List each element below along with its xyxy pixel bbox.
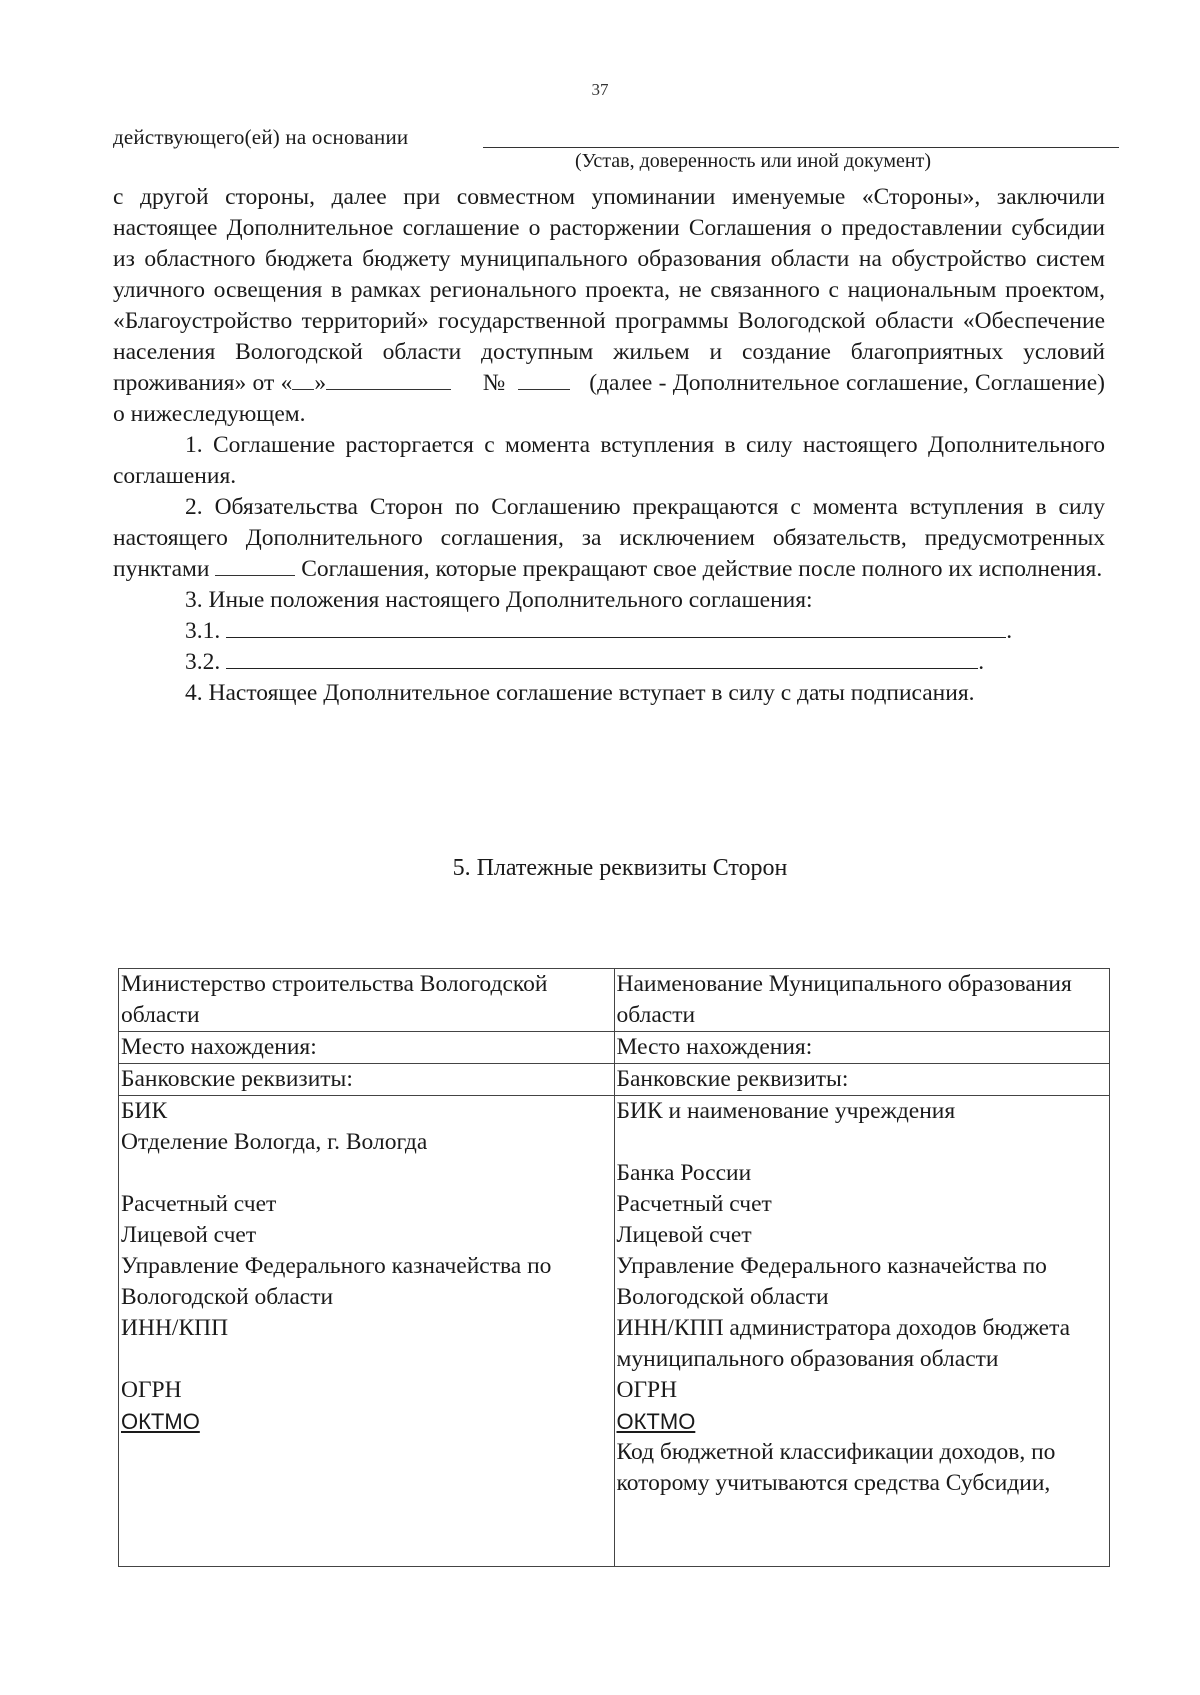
right-bank-name: Банка России bbox=[616, 1160, 752, 1186]
date-day-blank bbox=[292, 371, 314, 390]
right-bank-details bbox=[614, 1096, 1110, 1567]
right-spacer bbox=[617, 1127, 1104, 1158]
right-ogrn: ОГРН bbox=[616, 1377, 678, 1403]
left-bik: БИК bbox=[121, 1098, 168, 1124]
right-personal-account: Лицевой счет bbox=[616, 1222, 752, 1248]
table-row bbox=[119, 1032, 1110, 1064]
item-3: 3. Иные положения настоящего Дополнительного соглашения: bbox=[185, 587, 813, 613]
left-inn-kpp: ИНН/КПП bbox=[121, 1315, 229, 1341]
right-kbk: Код бюджетной классификации доходов, по которому учитываются средства Субсидии, bbox=[616, 1439, 1056, 1496]
page-number: 37 bbox=[591, 80, 609, 99]
left-location: Место нахождения: bbox=[119, 1032, 615, 1064]
intro-part2: » bbox=[314, 370, 327, 396]
left-account: Расчетный счет bbox=[121, 1191, 277, 1217]
basis-label: действующего(ей) на основании bbox=[113, 125, 409, 149]
right-location: Место нахождения: bbox=[614, 1032, 1110, 1064]
item-3-1-blank-line bbox=[226, 617, 1006, 638]
item-3-1: 3.1. . bbox=[185, 618, 1013, 644]
table-row bbox=[119, 969, 1110, 1032]
left-treasury: Управление Федерального казначейства по Вологодской области bbox=[121, 1253, 552, 1310]
requisites-table bbox=[118, 968, 1110, 1567]
intro-paragraph bbox=[113, 182, 1105, 430]
table-row bbox=[119, 1064, 1110, 1096]
table-row bbox=[119, 1096, 1110, 1567]
right-oktmo: ОКТМО bbox=[616, 1409, 696, 1434]
left-ogrn: ОГРН bbox=[121, 1377, 182, 1403]
date-blank bbox=[326, 371, 451, 390]
intro-part3: № bbox=[482, 370, 506, 396]
left-party-name: Министерство строительства Вологодской области bbox=[119, 969, 615, 1032]
right-treasury: Управление Федерального казначейства по Вологодской области bbox=[616, 1253, 1047, 1310]
right-bank-label: Банковские реквизиты: bbox=[614, 1064, 1110, 1096]
right-inn-kpp: ИНН/КПП администратора доходов бюджета муниципального образования области bbox=[616, 1315, 1071, 1372]
left-spacer-2 bbox=[121, 1344, 608, 1375]
right-bik: БИК и наименование учреждения bbox=[616, 1098, 956, 1124]
number-blank bbox=[518, 371, 570, 390]
intro-part4: (далее - Дополнительное соглашение, Соглашение) о нижеследующем. bbox=[113, 370, 1105, 427]
item-3-1-label: 3.1. bbox=[185, 618, 221, 644]
item-2-part-b: Соглашения, которые прекращают свое действие после полного их исполнения. bbox=[301, 556, 1103, 582]
right-party-name: Наименование Муниципального образования области bbox=[614, 969, 1110, 1032]
item-4: 4. Настоящее Дополнительное соглашение вступает в силу с даты подписания. bbox=[185, 680, 975, 706]
left-spacer bbox=[121, 1158, 608, 1189]
basis-blank-line bbox=[483, 147, 1119, 148]
item-2 bbox=[113, 492, 1105, 585]
item-3-2-label: 3.2. bbox=[185, 649, 221, 675]
item-3-2-blank-line bbox=[226, 648, 978, 669]
left-branch: Отделение Вологда, г. Вологда bbox=[121, 1129, 428, 1155]
item-2-part-a: 2. Обязательства Сторон по Соглашению прекращаются с момента вступления в силу настоящего Дополнительного соглашения, за исключением обязательств, предусмотренных пунктами bbox=[113, 494, 1105, 582]
points-blank bbox=[215, 557, 295, 576]
left-personal-account: Лицевой счет bbox=[121, 1222, 257, 1248]
left-bank-details bbox=[119, 1096, 615, 1567]
section-title: 5. Платежные реквизиты Сторон bbox=[452, 855, 788, 881]
basis-caption: (Устав, доверенность или иной документ) bbox=[575, 150, 931, 172]
agreement-body bbox=[113, 182, 1105, 709]
item-3-2: 3.2. . bbox=[185, 649, 985, 675]
intro-part1: с другой стороны, далее при совместном упоминании именуемые «Стороны», заключили настоящее Дополнительное соглашение о расторжении Соглашения о предоставлении субсидии из областного бюджета бюджету муниципального образования области на обустройство систем уличного освещения в рамках регионального проекта, не связанного с национальным проектом, «Благоустройство территорий» государственной программы Вологодской области «Обеспечение населения Вологодской области доступным жильем и создание благоприятных условий проживания» от « bbox=[113, 184, 1105, 396]
right-account: Расчетный счет bbox=[616, 1191, 772, 1217]
left-oktmo: ОКТМО bbox=[121, 1409, 200, 1434]
item-1: 1. Соглашение расторгается с момента вступления в силу настоящего Дополнительного соглашения. bbox=[113, 432, 1105, 489]
left-bank-label: Банковские реквизиты: bbox=[119, 1064, 615, 1096]
basis-line bbox=[113, 125, 1113, 150]
